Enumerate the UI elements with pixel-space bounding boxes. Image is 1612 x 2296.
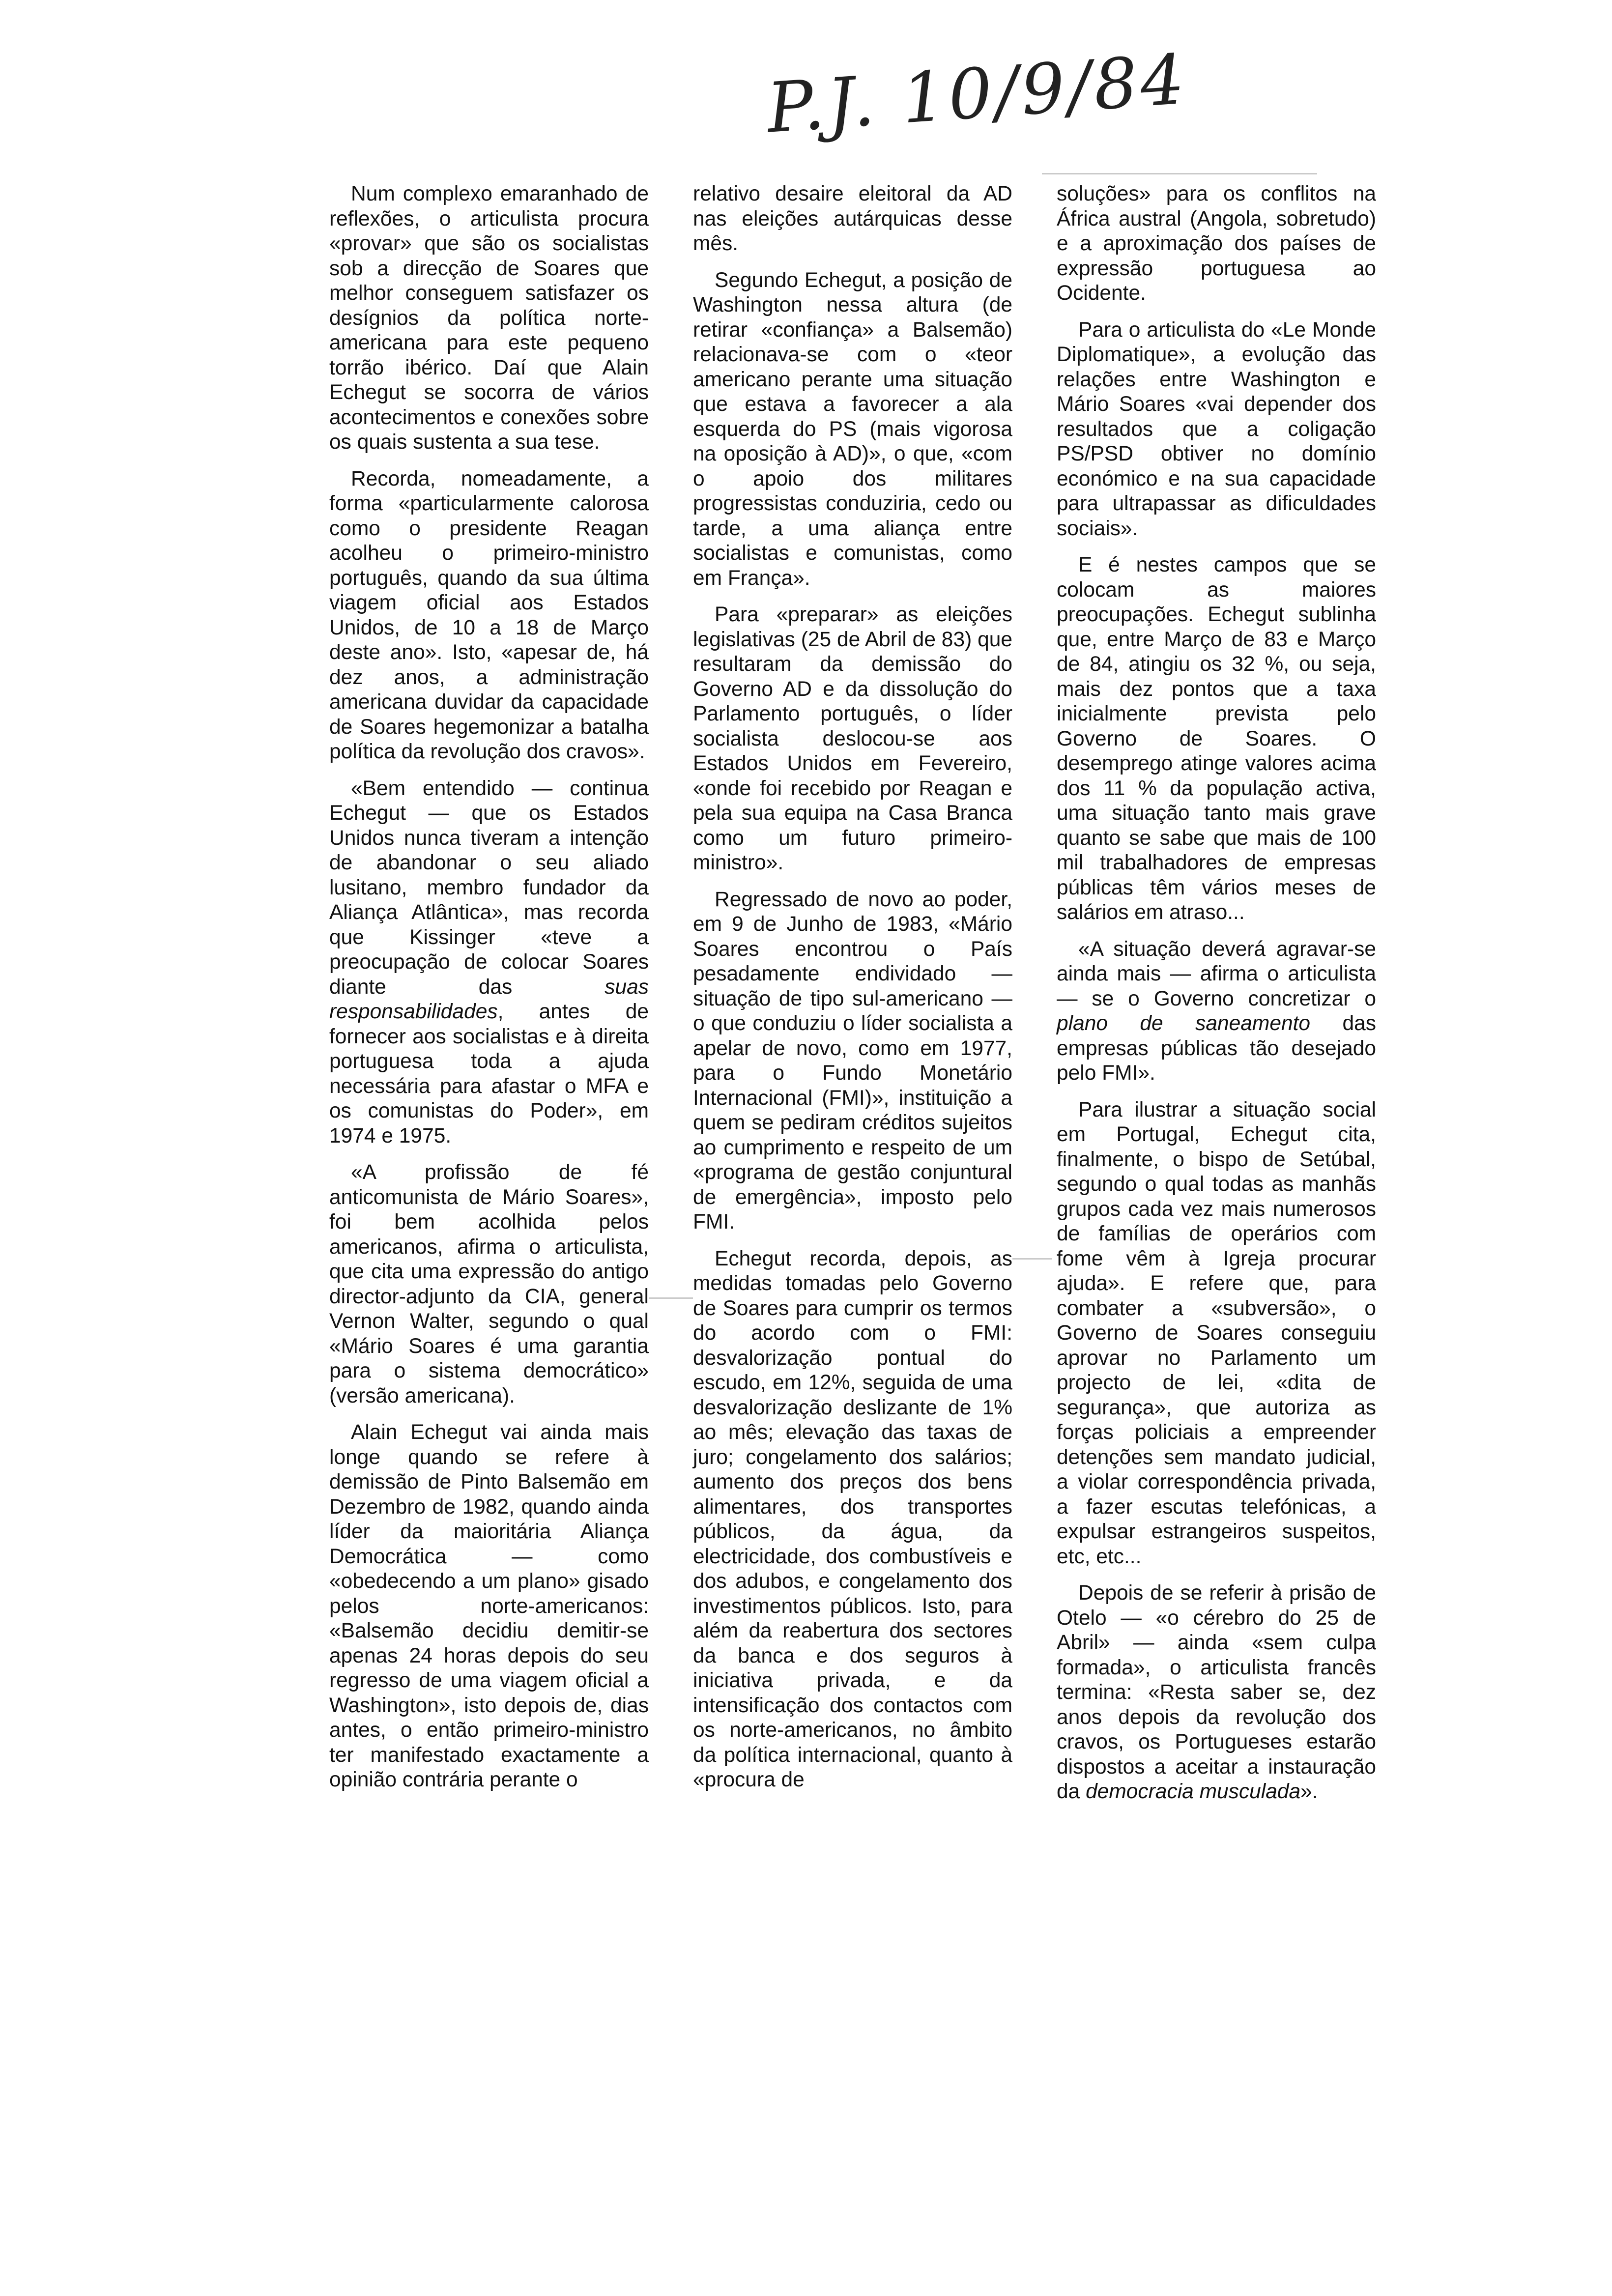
article-column-2 bbox=[693, 182, 1012, 1805]
article-paragraph: «Bem entendido — continua Echegut — que os Estados Unidos nunca tiveram a intenção de abandonar o seu aliado lusitano, membro fundador da Aliança Atlântica», mas recorda que Kissinger «teve a preocupação de colocar Soares diante das suas responsabilidades, antes de fornecer aos socialistas e à direita portuguesa toda a ajuda necessária para afastar o MFA e os comunistas do Poder», em 1974 e 1975. bbox=[329, 776, 649, 1148]
article-paragraph: Num complexo emaranhado de reflexões, o articulista procura «provar» que são os socialistas sob a direcção de Soares que melhor conseguem satisfazer os desígnios da política norte-americana para este pequeno torrão ibérico. Daí que Alain Echegut se socorra de vários acontecimentos e conexões sobre os quais sustenta a sua tese. bbox=[329, 182, 649, 454]
handwritten-date-note: P.J. 10/9/84 bbox=[764, 39, 1190, 149]
article-column-1 bbox=[329, 182, 649, 1805]
article-paragraph: relativo desaire eleitoral da AD nas eleições autárquicas desse mês. bbox=[693, 182, 1012, 255]
article-paragraph: «A situação deverá agravar-se ainda mais — afirma o articulista — se o Governo concretizar o plano de saneamento das empresas públicas tão desejado pelo FMI». bbox=[1057, 937, 1376, 1085]
article-paragraph: soluções» para os conflitos na África austral (Angola, sobretudo) e a aproximação dos países de expressão portuguesa ao Ocidente. bbox=[1057, 182, 1376, 305]
article-paragraph: Echegut recorda, depois, as medidas tomadas pelo Governo de Soares para cumprir os termos do acordo com o FMI: desvalorização pontual do escudo, em 12%, seguida de uma desvalorização deslizante de 1% ao mês; elevação das taxas de juro; congelamento dos salários; aumento dos preços dos bens alimentares, dos transportes públicos, da água, da electricidade, dos combustíveis e dos adubos, e congelamento dos investimentos públicos. Isto, para além da reabertura dos sectores da banca e dos seguros à iniciativa privada, e da intensificação dos contactos com os norte-americanos, no âmbito da política internacional, quanto à «procura de bbox=[693, 1247, 1012, 1791]
article-paragraph: Segundo Echegut, a posição de Washington nessa altura (de retirar «confiança» a Balsemão) relacionava-se com o «teor americano perante uma situação que estava a favorecer a ala esquerda do PS (mais vigorosa na oposição à AD)», o que, «com o apoio dos militares progressistas conduziria, cedo ou tarde, a uma aliança entre socialistas e comunistas, como em França». bbox=[693, 268, 1012, 590]
scan-smudge bbox=[1042, 173, 1317, 174]
article-paragraph: Para «preparar» as eleições legislativas (25 de Abril de 83) que resultaram da demissão do Governo AD e da dissolução do Parlamento português, o líder socialista deslocou-se aos Estados Unidos em Fevereiro, «onde foi recebido por Reagan e pela sua equipa na Casa Branca como um futuro primeiro-ministro». bbox=[693, 603, 1012, 874]
article-paragraph: «A profissão de fé anticomunista de Mário Soares», foi bem acolhida pelos americanos, afirma o articulista, que cita uma expressão do antigo director-adjunto da CIA, general Vernon Walter, segundo o qual «Mário Soares é uma garantia para o sistema democrático» (versão americana). bbox=[329, 1161, 649, 1407]
article-paragraph: E é nestes campos que se colocam as maiores preocupações. Echegut sublinha que, entre Março de 83 e Março de 84, atingiu os 32 %, ou seja, mais dez pontos que a taxa inicialmente prevista pelo Governo de Soares. O desemprego atinge valores acima dos 11 % da população activa, uma situação tanto mais grave quanto se sabe que mais de 100 mil trabalhadores de empresas públicas têm vários meses de salários em atraso... bbox=[1057, 553, 1376, 924]
scan-smudge bbox=[1012, 1258, 1052, 1260]
article-paragraph: Depois de se referir à prisão de Otelo — «o cérebro do 25 de Abril» — ainda «sem culpa formada», o articulista francês termina: «Resta saber se, dez anos depois da revolução dos cravos, os Portugueses estarão dispostos a aceitar a instauração da democracia musculada». bbox=[1057, 1581, 1376, 1803]
article-column-3 bbox=[1057, 182, 1376, 1816]
article-paragraph: Regressado de novo ao poder, em 9 de Junho de 1983, «Mário Soares encontrou o País pesadamente endividado — situação de tipo sul-americano — o que conduziu o líder socialista a apelar de novo, como em 1977, para o Fundo Monetário Internacional (FMI)», instituição a quem se pediram créditos sujeitos ao cumprimento e respeito de um «programa de gestão conjuntural de emergência», imposto pelo FMI. bbox=[693, 888, 1012, 1234]
article-paragraph: Para o articulista do «Le Monde Diplomatique», a evolução das relações entre Washington e Mário Soares «vai depender dos resultados que a coligação PS/PSD obtiver no domínio económico e na sua capacidade para ultrapassar as dificuldades sociais». bbox=[1057, 318, 1376, 540]
article-paragraph: Recorda, nomeadamente, a forma «particularmente calorosa como o presidente Reagan acolheu o primeiro-ministro português, quando da sua última viagem oficial aos Estados Unidos, de 10 a 18 de Março deste ano». Isto, «apesar de, há dez anos, a administração americana duvidar da capacidade de Soares hegemonizar a batalha política da revolução dos cravos». bbox=[329, 467, 649, 763]
scan-smudge bbox=[649, 1297, 693, 1299]
article-paragraph: Para ilustrar a situação social em Portugal, Echegut cita, finalmente, o bispo de Setúbal, segundo o qual todas as manhãs grupos cada vez mais numerosos de famílias de operários com fome vêm à Igreja procurar ajuda». E refere que, para combater a «subversão», o Governo de Soares conseguiu aprovar no Parlamento um projecto de lei, «dita de segurança», que autoriza as forças policiais a empreender detenções sem mandato judicial, a violar correspondência privada, a fazer escutas telefónicas, a expulsar estrangeiros suspeitos, etc, etc... bbox=[1057, 1098, 1376, 1568]
article-paragraph: Alain Echegut vai ainda mais longe quando se refere à demissão de Pinto Balsemão em Dezembro de 1982, quando ainda líder da maioritária Aliança Democrática — como «obedecendo a um plano» gisado pelos norte-americanos: «Balsemão decidiu demitir-se apenas 24 horas depois do seu regresso de uma viagem oficial a Washington», isto depois de, dias antes, o então primeiro-ministro ter manifestado exactamente a opinião contrária perante o bbox=[329, 1421, 649, 1791]
